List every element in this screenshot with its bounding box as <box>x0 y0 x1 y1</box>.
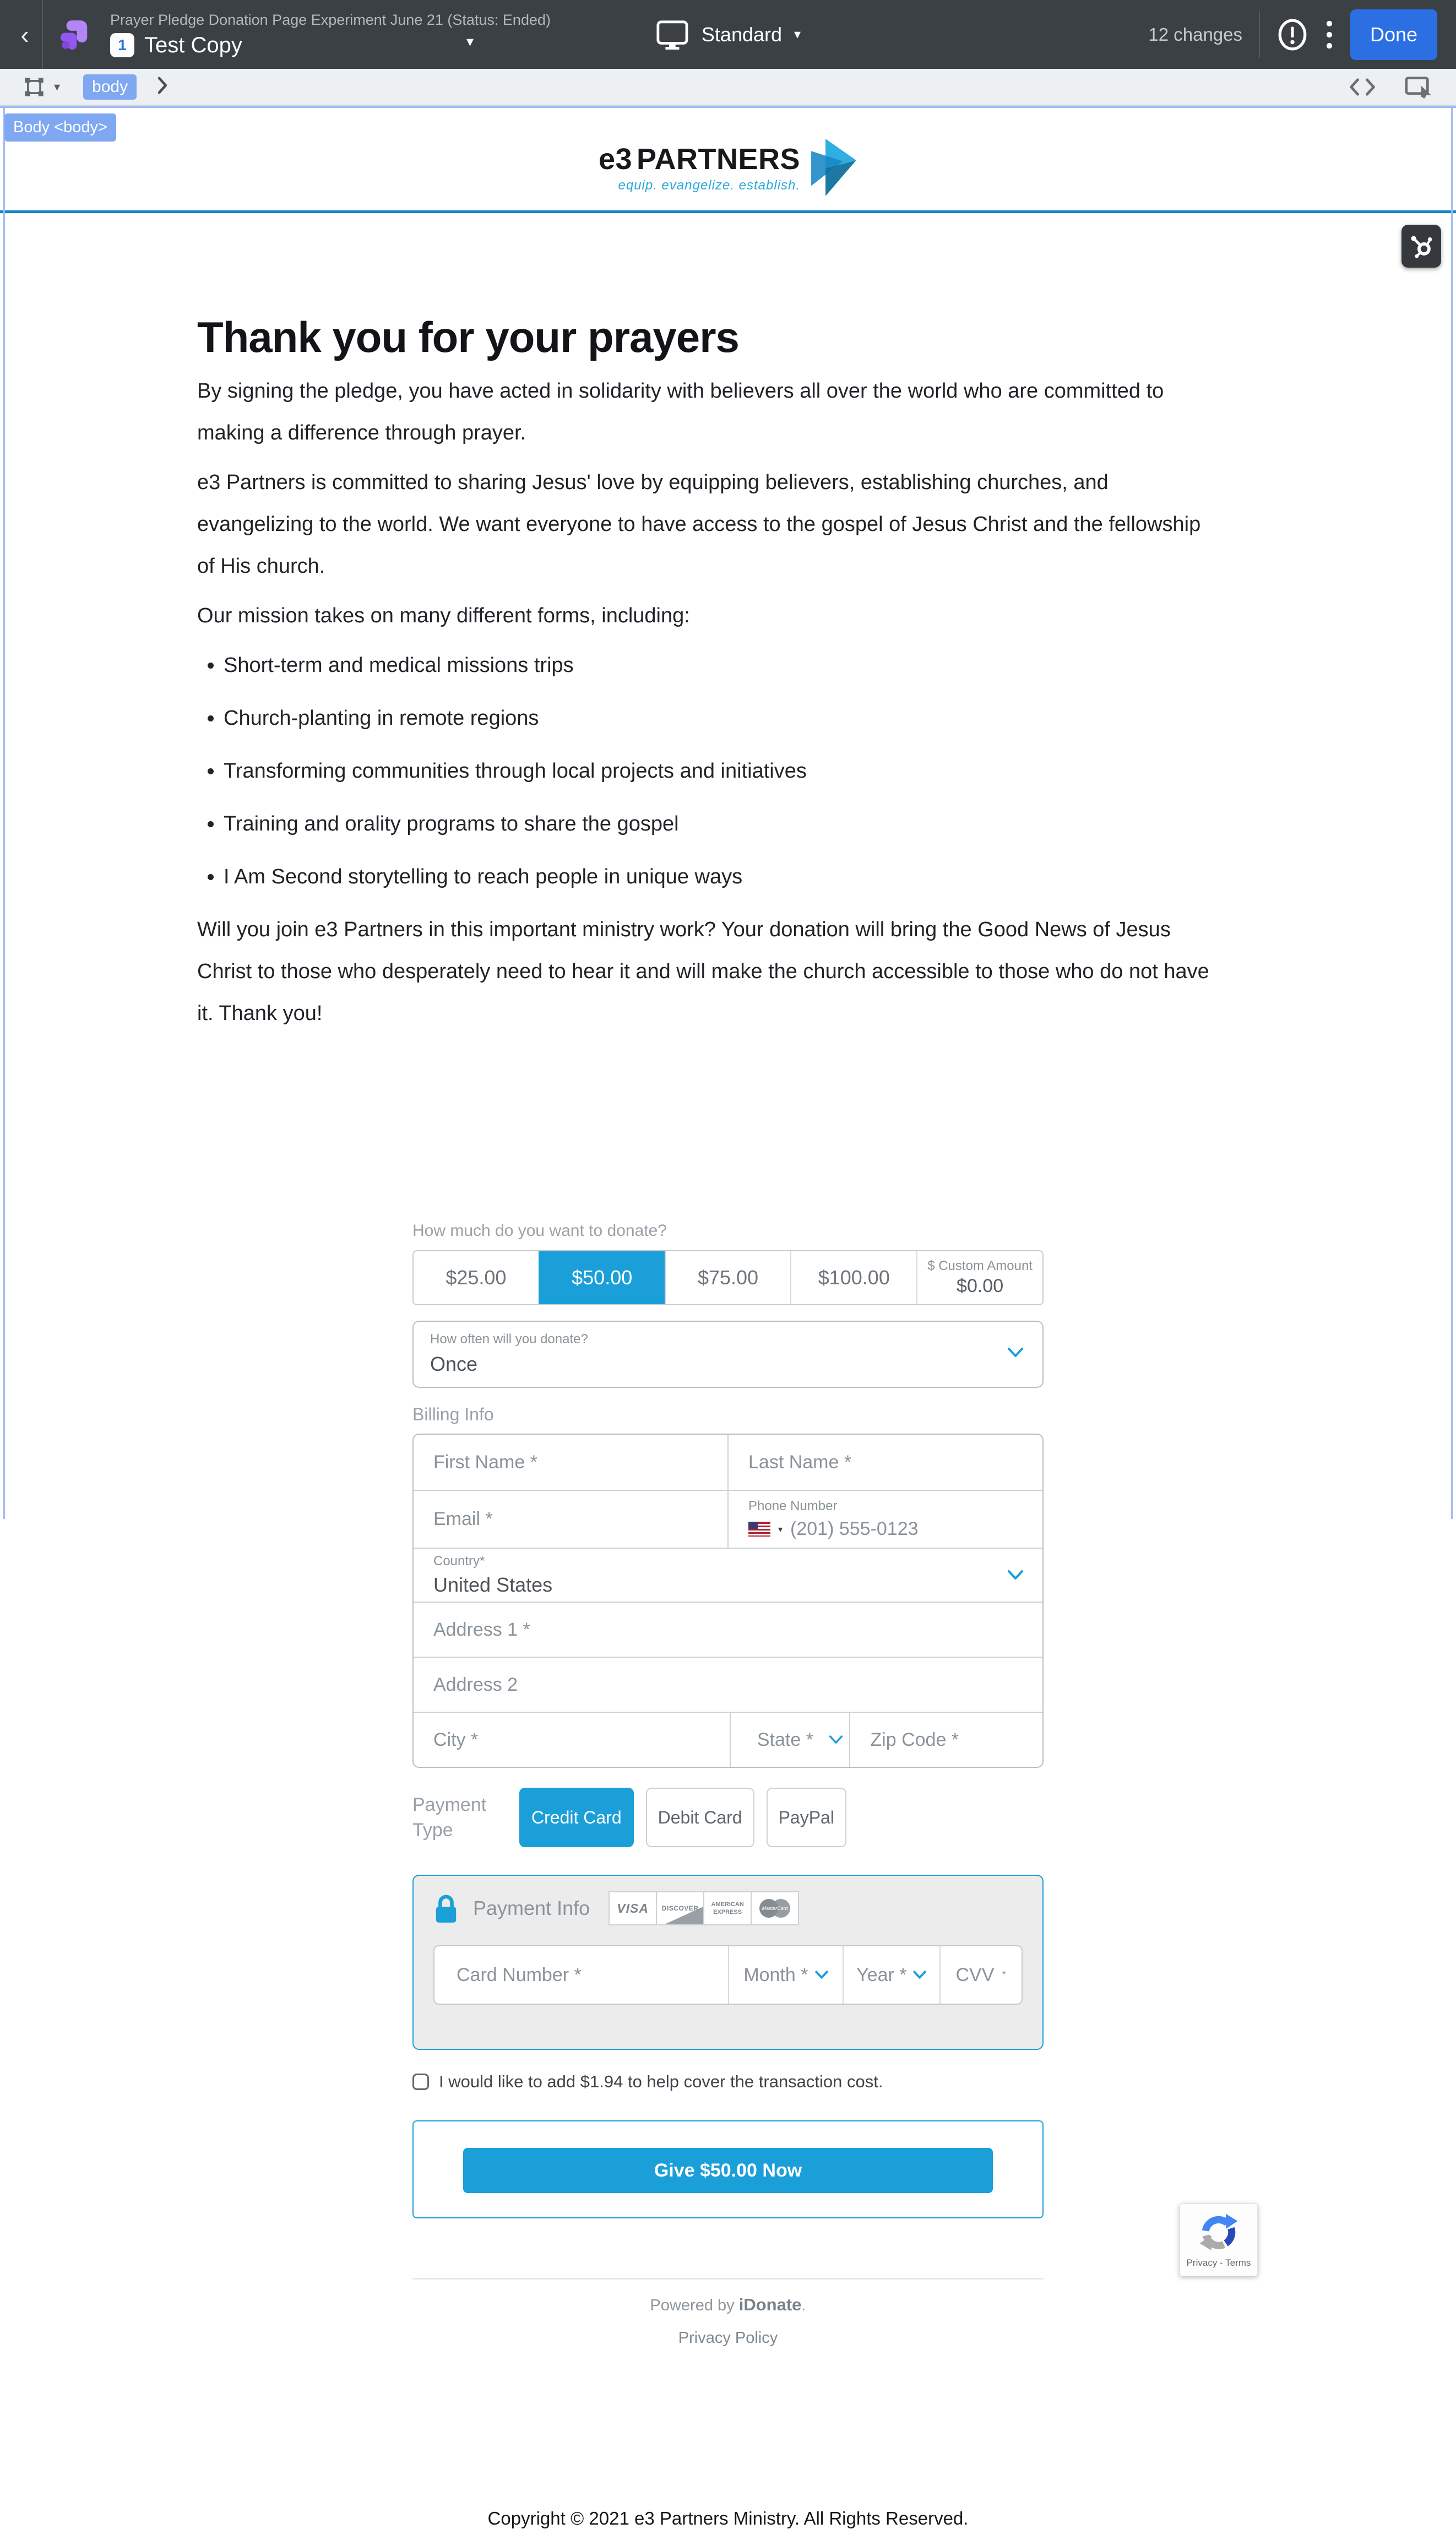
amount-option-50-selected[interactable]: $50.00 <box>539 1251 665 1304</box>
phone-label: Phone Number <box>748 1499 838 1513</box>
phone-placeholder: (201) 555-0123 <box>790 1518 919 1539</box>
frequency-value: Once <box>430 1353 478 1375</box>
billing-row-address2 <box>414 1657 1042 1712</box>
list-item: • Church-planting in remote regions <box>224 697 1213 739</box>
zip-field[interactable]: Zip Code * <box>849 1713 1042 1767</box>
amount-options <box>412 1250 1044 1305</box>
variant-selector[interactable] <box>110 33 474 58</box>
chevron-down-icon <box>1007 1570 1024 1583</box>
recaptcha-privacy-terms: Privacy - Terms <box>1186 2257 1251 2268</box>
editor-toolbar <box>0 69 1456 106</box>
recaptcha-icon <box>1198 2211 1240 2253</box>
card-brand-badges <box>610 1891 799 1925</box>
experiment-titles <box>110 11 551 58</box>
billing-row-contact <box>414 1490 1042 1548</box>
give-button-container <box>412 2120 1044 2218</box>
frequency-select[interactable] <box>412 1321 1044 1388</box>
city-field[interactable]: City * <box>433 1729 479 1750</box>
list-item: • I Am Second storytelling to reach people in unique ways <box>224 856 1213 898</box>
hubspot-sprocket-icon <box>1409 234 1434 259</box>
custom-amount-value: $0.00 <box>957 1276 1004 1296</box>
amount-option-75[interactable]: $75.00 <box>665 1251 791 1304</box>
info-alert-icon[interactable] <box>1276 19 1308 51</box>
payment-type-label: Payment Type <box>412 1794 487 1841</box>
breadcrumb-body-chip[interactable]: body <box>83 74 137 100</box>
monitor-icon <box>655 19 689 50</box>
variant-caret-icon[interactable]: ▾ <box>466 32 474 50</box>
first-name-field[interactable]: First Name * <box>433 1451 537 1473</box>
country-value: United States <box>433 1573 553 1596</box>
idonate-logo: iDonate <box>738 2295 802 2314</box>
amount-option-100[interactable]: $100.00 <box>790 1251 916 1304</box>
billing-row-address1 <box>414 1602 1042 1657</box>
frequency-label: How often will you donate? <box>430 1332 588 1347</box>
billing-fields <box>412 1434 1044 1768</box>
mission-list <box>197 644 1213 898</box>
topbar-divider <box>1259 11 1260 58</box>
done-button[interactable]: Done <box>1350 9 1437 60</box>
cover-cost-row <box>412 2072 1044 2092</box>
chevron-down-icon <box>829 1735 843 1745</box>
cover-cost-label: I would like to add $1.94 to help cover the transaction cost. <box>439 2072 883 2091</box>
powered-by: Powered by iDonate. <box>650 2295 806 2314</box>
chevron-down-icon <box>815 1971 828 1979</box>
list-item: • Transforming communities through local projects and initiatives <box>224 750 1213 792</box>
lock-icon <box>433 1892 459 1924</box>
paragraph-pledge: By signing the pledge, you have acted in solidarity with believers all over the world who are committed to making a difference through prayer. <box>197 379 1164 444</box>
article-content <box>197 312 1213 1034</box>
topbar-actions <box>1148 9 1441 60</box>
billing-row-city-state-zip <box>414 1712 1042 1767</box>
artboard-caret-icon[interactable]: ▾ <box>54 79 61 94</box>
paragraph-forms: Our mission takes on many different forms, including: <box>197 604 690 627</box>
country-select[interactable] <box>414 1549 1042 1602</box>
hubspot-sprocket-button[interactable] <box>1401 225 1441 268</box>
recaptcha-badge[interactable] <box>1180 2204 1258 2276</box>
card-fields <box>433 1945 1023 2005</box>
site-header <box>0 108 1456 213</box>
payment-type-debit-card[interactable]: Debit Card <box>646 1788 754 1847</box>
changes-count[interactable]: 12 changes <box>1148 24 1242 45</box>
address1-field[interactable]: Address 1 * <box>433 1619 530 1640</box>
card-year-select[interactable]: Year * <box>843 1946 939 2004</box>
give-now-button[interactable]: Give $50.00 Now <box>463 2148 993 2193</box>
state-select[interactable]: State * <box>730 1713 849 1767</box>
last-name-field[interactable]: Last Name * <box>727 1435 1042 1490</box>
us-flag-icon[interactable] <box>748 1522 770 1537</box>
payment-type-group <box>412 1788 1044 1847</box>
amex-icon: AMERICAN EXPRESS <box>703 1891 752 1925</box>
select-element-icon[interactable] <box>1404 75 1433 99</box>
e3-partners-logo <box>599 139 857 196</box>
country-label: Country* <box>433 1554 485 1569</box>
device-mode-selector[interactable] <box>655 19 801 50</box>
page-canvas <box>0 106 1456 2528</box>
kebab-menu-icon[interactable] <box>1325 19 1334 51</box>
selected-element-label: Body <body> <box>4 113 116 142</box>
billing-row-country <box>414 1548 1042 1602</box>
custom-amount-field[interactable] <box>916 1251 1042 1304</box>
variant-name: Test Copy <box>144 32 242 57</box>
paragraph-mission: e3 Partners is committed to sharing Jesus' love by equipping believers, establishing churches, and evangelizing to the world. We want everyone to have access to the gospel of Jesus Christ and the fellowship of His church. <box>197 471 1201 578</box>
billing-row-name <box>414 1435 1042 1490</box>
site-footer: Copyright © 2021 e3 Partners Ministry. All Rights Reserved. <box>487 2508 969 2528</box>
list-item: • Short-term and medical missions trips <box>224 644 1213 686</box>
device-mode-label: Standard <box>701 23 783 46</box>
payment-type-paypal[interactable]: PayPal <box>767 1788 846 1847</box>
page-title: Thank you for your prayers <box>197 313 739 361</box>
custom-amount-label: $ Custom Amount <box>927 1258 1033 1273</box>
address2-field[interactable]: Address 2 <box>433 1674 518 1695</box>
variant-badge: 1 <box>110 33 134 57</box>
logo-arrow-icon <box>809 139 857 196</box>
logo-tagline: equip. evangelize. establish. <box>618 177 801 193</box>
payment-info-box <box>412 1875 1044 2050</box>
convert-logo-icon <box>57 17 94 53</box>
privacy-policy-link[interactable]: Privacy Policy <box>678 2329 778 2347</box>
device-caret-icon: ▾ <box>794 27 801 42</box>
card-number-field[interactable]: Card Number * <box>457 1964 582 1985</box>
payment-info-label: Payment Info <box>473 1897 590 1919</box>
selection-outline-right <box>1451 108 1453 1519</box>
discover-icon: DISCOVER <box>656 1891 704 1925</box>
code-view-icon[interactable] <box>1349 78 1376 96</box>
donation-form <box>412 1222 1044 2347</box>
flag-caret-icon[interactable]: ▾ <box>778 1524 783 1534</box>
logo-wordmark: e3 PARTNERS <box>598 142 801 176</box>
card-month-select[interactable]: Month * <box>728 1946 843 2004</box>
back-icon[interactable]: ‹ <box>20 20 29 49</box>
amount-question-label: How much do you want to donate? <box>412 1222 667 1240</box>
visa-icon: VISA <box>609 1891 657 1925</box>
mastercard-icon: MasterCard <box>751 1891 799 1925</box>
billing-section-label: Billing Info <box>412 1404 494 1424</box>
chevron-down-icon <box>1007 1347 1024 1361</box>
artboard-icon[interactable] <box>23 76 45 98</box>
form-footer-divider <box>412 2278 1044 2280</box>
phone-field[interactable] <box>727 1491 1042 1548</box>
selection-outline-left <box>3 108 5 1519</box>
amount-option-25[interactable]: $25.00 <box>446 1266 507 1289</box>
editor-topbar <box>0 0 1456 69</box>
topbar-divider <box>42 0 43 69</box>
paragraph-closing: Will you join e3 Partners in this important ministry work? Your donation will bring the Good News of Jesus Christ to those who desperately need to hear it and will make the church accessible to those who do not have it. Thank you! <box>197 918 1209 1025</box>
payment-type-credit-card[interactable]: Credit Card <box>519 1788 634 1847</box>
chevron-down-icon <box>913 1971 926 1979</box>
toolbar-right <box>1349 75 1433 99</box>
experiment-title: Prayer Pledge Donation Page Experiment June 21 (Status: Ended) <box>110 11 551 28</box>
breadcrumb-chevron-icon <box>156 77 169 97</box>
list-item: • Training and orality programs to share the gospel <box>224 803 1213 845</box>
email-field[interactable]: Email * <box>433 1508 493 1529</box>
card-cvv-field[interactable]: CVV * <box>939 1946 1022 2004</box>
cover-cost-checkbox[interactable] <box>412 2074 429 2090</box>
